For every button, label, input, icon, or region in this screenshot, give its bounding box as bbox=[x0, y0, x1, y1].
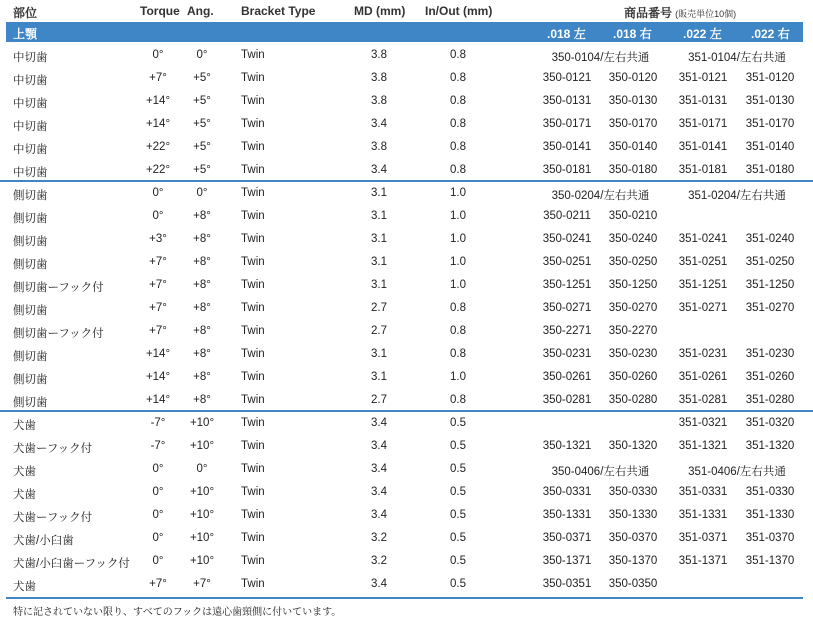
cell-inout: 0.5 bbox=[450, 555, 466, 567]
cell-018-left: 350-0131 bbox=[542, 95, 592, 107]
cell-angulation: +5° bbox=[193, 72, 211, 84]
cell-022-right: 351-0140 bbox=[745, 141, 795, 153]
cell-022-right: 351-0370 bbox=[745, 532, 795, 544]
cell-022-right: 351-0240 bbox=[745, 233, 795, 245]
cell-angulation: +8° bbox=[193, 348, 211, 360]
cell-angulation: +10° bbox=[189, 555, 215, 567]
table-row bbox=[0, 458, 813, 481]
table-row bbox=[0, 527, 813, 550]
cell-md: 2.7 bbox=[371, 394, 387, 406]
cell-angulation: +8° bbox=[193, 325, 211, 337]
cell-md: 3.8 bbox=[371, 95, 387, 107]
cell-torque: +7° bbox=[149, 279, 167, 291]
cell-018-right: 350-1320 bbox=[608, 440, 658, 452]
cell-part: 側切歯 bbox=[13, 190, 48, 202]
cell-inout: 0.5 bbox=[450, 578, 466, 590]
cell-018-left: 350-0331 bbox=[542, 486, 592, 498]
cell-inout: 0.8 bbox=[450, 348, 466, 360]
cell-022-right: 351-0280 bbox=[745, 394, 795, 406]
cell-md: 3.4 bbox=[371, 417, 387, 429]
cell-part: 側切歯 bbox=[13, 351, 48, 363]
cell-018-right: 350-1330 bbox=[608, 509, 658, 521]
table-row bbox=[0, 504, 813, 527]
cell-018-common: 350-0406/左右共通 bbox=[551, 466, 650, 478]
table-row bbox=[0, 343, 813, 366]
cell-angulation: +10° bbox=[189, 509, 215, 521]
cell-part: 犬歯 bbox=[13, 466, 36, 478]
cell-bracket-type: Twin bbox=[241, 440, 265, 452]
cell-018-right: 350-0210 bbox=[608, 210, 658, 222]
cell-torque: 0° bbox=[152, 463, 164, 475]
cell-018-left: 350-0271 bbox=[542, 302, 592, 314]
cell-022-left: 351-1331 bbox=[678, 509, 728, 521]
cell-part: 中切歯 bbox=[13, 121, 48, 133]
cell-part: 側切歯 bbox=[13, 236, 48, 248]
cell-inout: 1.0 bbox=[450, 187, 466, 199]
cell-part: 側切歯 bbox=[13, 259, 48, 271]
cell-018-right: 350-0230 bbox=[608, 348, 658, 360]
cell-angulation: +8° bbox=[193, 279, 211, 291]
cell-torque: +7° bbox=[149, 72, 167, 84]
cell-022-right: 351-0320 bbox=[745, 417, 795, 429]
table-row bbox=[0, 366, 813, 389]
table-row bbox=[0, 182, 813, 205]
cell-angulation: +8° bbox=[193, 302, 211, 314]
cell-022-right: 351-0230 bbox=[745, 348, 795, 360]
cell-022-left: 351-0281 bbox=[678, 394, 728, 406]
cell-018-left: 350-1251 bbox=[542, 279, 592, 291]
cell-inout: 1.0 bbox=[450, 233, 466, 245]
cell-018-left: 350-0281 bbox=[542, 394, 592, 406]
cell-bracket-type: Twin bbox=[241, 394, 265, 406]
cell-md: 3.1 bbox=[371, 371, 387, 383]
cell-inout: 0.5 bbox=[450, 463, 466, 475]
table-bottom-rule bbox=[6, 597, 803, 599]
cell-018-right: 350-0370 bbox=[608, 532, 658, 544]
cell-018-left: 350-0141 bbox=[542, 141, 592, 153]
cell-md: 3.1 bbox=[371, 210, 387, 222]
cell-018-left: 350-2271 bbox=[542, 325, 592, 337]
table-row bbox=[0, 251, 813, 274]
band-col-022-right: .022 右 bbox=[751, 27, 790, 41]
cell-torque: 0° bbox=[152, 532, 164, 544]
cell-torque: +7° bbox=[149, 302, 167, 314]
cell-bracket-type: Twin bbox=[241, 417, 265, 429]
cell-part: 側切歯ーフック付 bbox=[13, 282, 104, 294]
cell-torque: +7° bbox=[149, 578, 167, 590]
footnote: 特に記されていない限り、すべてのフックは遠心歯頸側に付いています。 bbox=[13, 607, 342, 618]
table-row bbox=[0, 573, 813, 596]
cell-022-left: 351-0371 bbox=[678, 532, 728, 544]
cell-018-right: 350-0140 bbox=[608, 141, 658, 153]
cell-md: 2.7 bbox=[371, 302, 387, 314]
table-row bbox=[0, 274, 813, 297]
cell-torque: -7° bbox=[150, 440, 166, 452]
cell-bracket-type: Twin bbox=[241, 164, 265, 176]
cell-bracket-type: Twin bbox=[241, 279, 265, 291]
header-md: MD (mm) bbox=[354, 4, 406, 18]
cell-022-right: 351-0180 bbox=[745, 164, 795, 176]
cell-022-left: 351-0321 bbox=[678, 417, 728, 429]
cell-part: 側切歯 bbox=[13, 397, 48, 409]
cell-inout: 0.8 bbox=[450, 49, 466, 61]
cell-torque: 0° bbox=[152, 486, 164, 498]
table-row bbox=[0, 297, 813, 320]
cell-angulation: 0° bbox=[196, 49, 208, 61]
cell-inout: 0.8 bbox=[450, 72, 466, 84]
cell-018-right: 350-0120 bbox=[608, 72, 658, 84]
cell-part: 側切歯 bbox=[13, 374, 48, 386]
cell-022-left: 351-0131 bbox=[678, 95, 728, 107]
cell-022-left: 351-0171 bbox=[678, 118, 728, 130]
cell-018-left: 350-0211 bbox=[543, 210, 591, 222]
cell-022-left: 351-0331 bbox=[678, 486, 728, 498]
cell-022-common: 351-0204/左右共通 bbox=[688, 190, 786, 202]
cell-inout: 0.8 bbox=[450, 164, 466, 176]
cell-md: 3.2 bbox=[371, 532, 387, 544]
cell-inout: 1.0 bbox=[450, 371, 466, 383]
cell-022-left: 351-0251 bbox=[678, 256, 728, 268]
cell-bracket-type: Twin bbox=[241, 72, 265, 84]
cell-022-left: 351-0141 bbox=[678, 141, 728, 153]
cell-part: 犬歯ーフック付 bbox=[13, 512, 93, 524]
cell-022-right: 351-0170 bbox=[745, 118, 795, 130]
cell-torque: +14° bbox=[145, 118, 171, 130]
cell-022-right: 351-1250 bbox=[745, 279, 795, 291]
cell-bracket-type: Twin bbox=[241, 118, 265, 130]
cell-018-right: 350-2270 bbox=[608, 325, 658, 337]
cell-bracket-type: Twin bbox=[241, 233, 265, 245]
cell-018-left: 350-1371 bbox=[542, 555, 592, 567]
cell-angulation: +10° bbox=[189, 417, 215, 429]
cell-inout: 0.8 bbox=[450, 95, 466, 107]
table-row bbox=[0, 389, 813, 412]
cell-bracket-type: Twin bbox=[241, 348, 265, 360]
cell-018-right: 350-0240 bbox=[608, 233, 658, 245]
cell-torque: +14° bbox=[145, 95, 171, 107]
cell-bracket-type: Twin bbox=[241, 95, 265, 107]
cell-part: 犬歯 bbox=[13, 489, 36, 501]
cell-inout: 1.0 bbox=[450, 256, 466, 268]
cell-md: 3.1 bbox=[371, 348, 387, 360]
cell-022-right: 351-1320 bbox=[745, 440, 795, 452]
table-row bbox=[0, 205, 813, 228]
cell-part: 犬歯 bbox=[13, 420, 36, 432]
cell-torque: 0° bbox=[152, 210, 164, 222]
cell-bracket-type: Twin bbox=[241, 302, 265, 314]
cell-part: 中切歯 bbox=[13, 52, 48, 64]
table-row bbox=[0, 113, 813, 136]
cell-inout: 0.5 bbox=[450, 417, 466, 429]
cell-angulation: +8° bbox=[193, 394, 211, 406]
cell-018-right: 350-0170 bbox=[608, 118, 658, 130]
cell-018-right: 350-0180 bbox=[608, 164, 658, 176]
cell-torque: +22° bbox=[145, 141, 171, 153]
cell-022-right: 351-0330 bbox=[745, 486, 795, 498]
table-row bbox=[0, 228, 813, 251]
cell-torque: +14° bbox=[145, 371, 171, 383]
cell-md: 3.4 bbox=[371, 578, 387, 590]
cell-md: 3.4 bbox=[371, 486, 387, 498]
cell-angulation: +5° bbox=[193, 164, 211, 176]
cell-bracket-type: Twin bbox=[241, 325, 265, 337]
cell-angulation: +5° bbox=[193, 95, 211, 107]
cell-md: 3.1 bbox=[371, 256, 387, 268]
cell-bracket-type: Twin bbox=[241, 509, 265, 521]
cell-part: 中切歯 bbox=[13, 144, 48, 156]
cell-md: 3.4 bbox=[371, 440, 387, 452]
header-bracket-type: Bracket Type bbox=[241, 4, 316, 18]
table-row bbox=[0, 136, 813, 159]
cell-torque: 0° bbox=[152, 555, 164, 567]
cell-inout: 1.0 bbox=[450, 210, 466, 222]
cell-bracket-type: Twin bbox=[241, 371, 265, 383]
cell-022-right: 351-0120 bbox=[745, 72, 795, 84]
cell-part: 側切歯ーフック付 bbox=[13, 328, 104, 340]
cell-inout: 0.5 bbox=[450, 509, 466, 521]
cell-torque: -7° bbox=[150, 417, 166, 429]
header-product-number bbox=[624, 4, 736, 21]
cell-022-right: 351-1370 bbox=[745, 555, 795, 567]
cell-018-right: 350-0260 bbox=[608, 371, 658, 383]
cell-bracket-type: Twin bbox=[241, 555, 265, 567]
cell-inout: 1.0 bbox=[450, 279, 466, 291]
cell-torque: 0° bbox=[152, 187, 164, 199]
cell-md: 2.7 bbox=[371, 325, 387, 337]
cell-torque: +14° bbox=[145, 394, 171, 406]
cell-part: 中切歯 bbox=[13, 75, 48, 87]
cell-torque: +14° bbox=[145, 348, 171, 360]
cell-part: 中切歯 bbox=[13, 98, 48, 110]
cell-018-right: 350-0280 bbox=[608, 394, 658, 406]
cell-022-left: 351-0261 bbox=[678, 371, 728, 383]
cell-022-left: 351-1321 bbox=[678, 440, 728, 452]
cell-bracket-type: Twin bbox=[241, 210, 265, 222]
cell-inout: 0.8 bbox=[450, 118, 466, 130]
cell-part: 犬歯ーフック付 bbox=[13, 443, 93, 455]
cell-angulation: 0° bbox=[196, 463, 208, 475]
cell-bracket-type: Twin bbox=[241, 486, 265, 498]
cell-bracket-type: Twin bbox=[241, 463, 265, 475]
cell-018-common: 350-0104/左右共通 bbox=[551, 52, 650, 64]
cell-022-common: 351-0104/左右共通 bbox=[688, 52, 786, 64]
cell-part: 犬歯/小臼歯ーフック付 bbox=[13, 558, 130, 570]
cell-torque: 0° bbox=[152, 509, 164, 521]
cell-angulation: +10° bbox=[189, 532, 215, 544]
cell-022-left: 351-0121 bbox=[678, 72, 728, 84]
cell-md: 3.1 bbox=[371, 233, 387, 245]
cell-inout: 0.8 bbox=[450, 141, 466, 153]
product-number-label: 商品番号 bbox=[624, 6, 673, 20]
band-col-018-right: .018 右 bbox=[613, 27, 652, 41]
table-row bbox=[0, 481, 813, 504]
cell-angulation: +5° bbox=[193, 141, 211, 153]
header-torque: Torque bbox=[140, 4, 180, 18]
cell-torque: +7° bbox=[149, 256, 167, 268]
table-row bbox=[0, 44, 813, 67]
cell-018-right: 350-1370 bbox=[608, 555, 658, 567]
cell-018-left: 350-0121 bbox=[542, 72, 592, 84]
cell-torque: +7° bbox=[149, 325, 167, 337]
cell-bracket-type: Twin bbox=[241, 187, 265, 199]
cell-angulation: +8° bbox=[193, 233, 211, 245]
cell-md: 3.8 bbox=[371, 72, 387, 84]
cell-018-left: 350-0371 bbox=[542, 532, 592, 544]
table-row bbox=[0, 550, 813, 573]
cell-angulation: +10° bbox=[189, 486, 215, 498]
cell-torque: +22° bbox=[145, 164, 171, 176]
band-label: 上顎 bbox=[13, 27, 38, 41]
cell-inout: 0.5 bbox=[450, 486, 466, 498]
cell-022-right: 351-0270 bbox=[745, 302, 795, 314]
cell-md: 3.4 bbox=[371, 463, 387, 475]
cell-bracket-type: Twin bbox=[241, 49, 265, 61]
cell-angulation: +8° bbox=[193, 210, 211, 222]
cell-inout: 0.8 bbox=[450, 302, 466, 314]
cell-md: 3.2 bbox=[371, 555, 387, 567]
table-row bbox=[0, 320, 813, 343]
cell-022-right: 351-0260 bbox=[745, 371, 795, 383]
table-row bbox=[0, 435, 813, 458]
cell-022-left: 351-0181 bbox=[678, 164, 728, 176]
table-row bbox=[0, 159, 813, 182]
cell-018-left: 350-1331 bbox=[542, 509, 592, 521]
cell-bracket-type: Twin bbox=[241, 256, 265, 268]
cell-md: 3.8 bbox=[371, 141, 387, 153]
cell-022-left: 351-0271 bbox=[678, 302, 728, 314]
cell-angulation: +8° bbox=[193, 256, 211, 268]
cell-018-left: 350-0351 bbox=[542, 578, 592, 590]
cell-inout: 0.8 bbox=[450, 325, 466, 337]
bracket-table-body bbox=[0, 44, 813, 596]
cell-022-right: 351-1330 bbox=[745, 509, 795, 521]
cell-018-right: 350-0350 bbox=[608, 578, 658, 590]
cell-angulation: +10° bbox=[189, 440, 215, 452]
cell-022-left: 351-0231 bbox=[678, 348, 728, 360]
cell-md: 3.8 bbox=[371, 49, 387, 61]
cell-inout: 0.8 bbox=[450, 394, 466, 406]
cell-part: 中切歯 bbox=[13, 167, 48, 179]
band-col-022-left: .022 左 bbox=[683, 27, 722, 41]
table-row bbox=[0, 412, 813, 435]
header-part: 部位 bbox=[13, 6, 38, 20]
cell-torque: +3° bbox=[149, 233, 167, 245]
cell-018-right: 350-0270 bbox=[608, 302, 658, 314]
cell-018-left: 350-0171 bbox=[542, 118, 592, 130]
cell-018-common: 350-0204/左右共通 bbox=[551, 190, 650, 202]
cell-bracket-type: Twin bbox=[241, 578, 265, 590]
cell-torque: 0° bbox=[152, 49, 164, 61]
product-unit-label: (販売単位10個) bbox=[675, 9, 737, 19]
table-row bbox=[0, 90, 813, 113]
cell-022-right: 351-0130 bbox=[745, 95, 795, 107]
cell-part: 犬歯 bbox=[13, 581, 36, 593]
band-col-018-left: .018 左 bbox=[547, 27, 586, 41]
table-row bbox=[0, 67, 813, 90]
cell-022-common: 351-0406/左右共通 bbox=[688, 466, 786, 478]
cell-018-left: 350-0251 bbox=[542, 256, 592, 268]
cell-022-left: 351-0241 bbox=[678, 233, 728, 245]
upper-jaw-band bbox=[6, 22, 803, 42]
header-angulation: Ang. bbox=[187, 4, 214, 18]
cell-018-left: 350-0181 bbox=[542, 164, 592, 176]
cell-part: 側切歯 bbox=[13, 305, 48, 317]
cell-md: 3.1 bbox=[371, 187, 387, 199]
cell-018-left: 350-0241 bbox=[542, 233, 592, 245]
cell-angulation: 0° bbox=[196, 187, 208, 199]
cell-018-right: 350-1250 bbox=[608, 279, 658, 291]
cell-018-right: 350-0250 bbox=[608, 256, 658, 268]
cell-022-left: 351-1251 bbox=[678, 279, 728, 291]
cell-018-left: 350-0261 bbox=[542, 371, 592, 383]
cell-md: 3.4 bbox=[371, 118, 387, 130]
cell-022-left: 351-1371 bbox=[678, 555, 728, 567]
cell-018-left: 350-0231 bbox=[542, 348, 592, 360]
header-inout: In/Out (mm) bbox=[425, 4, 493, 18]
cell-part: 側切歯 bbox=[13, 213, 48, 225]
table-header bbox=[0, 0, 813, 24]
cell-018-right: 350-0130 bbox=[608, 95, 658, 107]
cell-018-left: 350-1321 bbox=[542, 440, 592, 452]
cell-bracket-type: Twin bbox=[241, 532, 265, 544]
cell-022-right: 351-0250 bbox=[745, 256, 795, 268]
cell-md: 3.4 bbox=[371, 509, 387, 521]
cell-md: 3.4 bbox=[371, 164, 387, 176]
cell-bracket-type: Twin bbox=[241, 141, 265, 153]
cell-angulation: +7° bbox=[193, 578, 211, 590]
cell-part: 犬歯/小臼歯 bbox=[13, 535, 74, 547]
cell-inout: 0.5 bbox=[450, 532, 466, 544]
cell-angulation: +8° bbox=[193, 371, 211, 383]
cell-inout: 0.5 bbox=[450, 440, 466, 452]
cell-018-right: 350-0330 bbox=[608, 486, 658, 498]
cell-md: 3.1 bbox=[371, 279, 387, 291]
cell-angulation: +5° bbox=[193, 118, 211, 130]
